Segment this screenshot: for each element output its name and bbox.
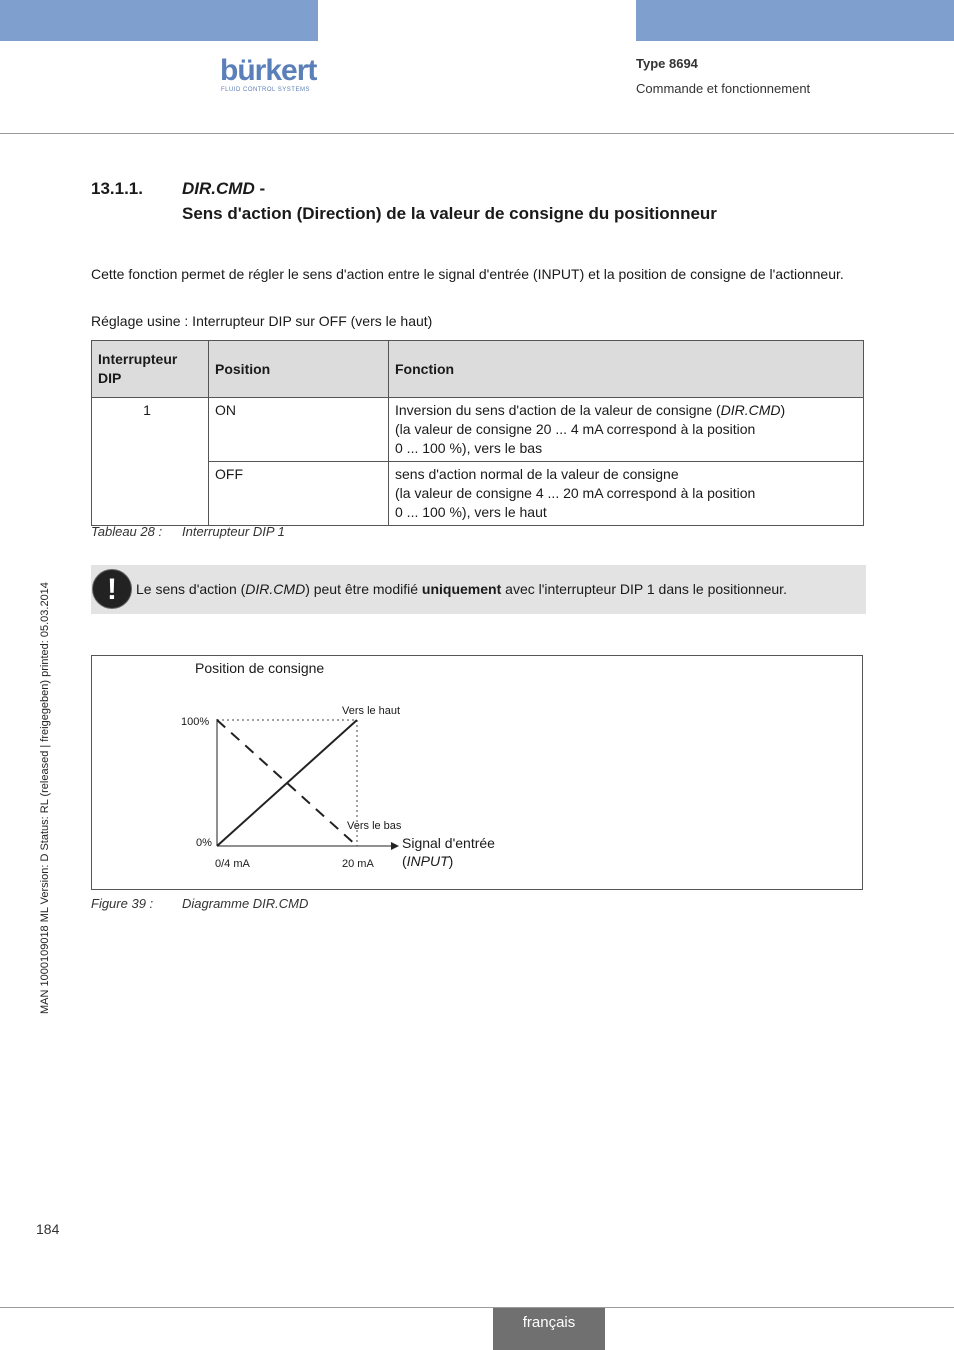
- note-italic: DIR.CMD: [245, 581, 306, 597]
- x-axis-title-line1: Signal d'entrée: [402, 835, 495, 851]
- header-function: Fonction: [389, 341, 864, 398]
- factory-setting: Réglage usine : Interrupteur DIP sur OFF (vers le haut): [91, 313, 433, 329]
- document-metadata: MAN 1000109018 ML Version: D Status: RL (released | freigegeben) printed: 05.03.2014: [39, 582, 51, 1014]
- exclamation-icon: !: [92, 569, 132, 609]
- x-label-start: 0/4 mA: [215, 858, 250, 870]
- header-divider: [0, 133, 954, 134]
- function-on-line3: 0 ... 100 %), vers le bas: [395, 440, 543, 456]
- header-bar-left: [0, 0, 318, 41]
- intro-paragraph: Cette fonction permet de régler le sens d'action entre le signal d'entrée (INPUT) et la position de consigne de l'actionneur.: [91, 266, 844, 282]
- label-vers-le-haut: Vers le haut: [342, 705, 401, 717]
- function-off: [389, 462, 864, 526]
- note-bold: uniquement: [421, 581, 502, 597]
- section-title: Sens d'action (Direction) de la valeur de consigne du positionneur: [182, 204, 717, 223]
- function-on-line2: (la valeur de consigne 20 ... 4 mA correspond à la position: [395, 421, 756, 437]
- section-title-italic: DIR.CMD: [182, 179, 255, 198]
- position-on: ON: [209, 398, 389, 462]
- function-on-italic: DIR.CMD: [720, 402, 781, 418]
- section-title-line1: [182, 179, 265, 199]
- function-off-line2: (la valeur de consigne 4 ... 20 mA correspond à la position: [395, 485, 756, 501]
- figure-caption-label: Figure 39 :: [91, 896, 154, 911]
- function-on-close: ): [780, 402, 786, 418]
- y-label-100: 100%: [181, 716, 210, 728]
- function-off-line3: 0 ... 100 %), vers le haut: [395, 504, 547, 520]
- x-axis-arrow-icon: [391, 842, 399, 850]
- function-on-text: Inversion du sens d'action de la valeur de consigne (: [395, 402, 721, 418]
- dip-number: 1: [92, 398, 209, 526]
- burkert-logo: bürkert: [220, 54, 317, 87]
- logo-tagline: FLUID CONTROL SYSTEMS: [221, 87, 310, 93]
- function-on: [389, 398, 864, 462]
- function-off-line1: sens d'action normal de la valeur de consigne: [395, 466, 679, 482]
- table-header-row: [92, 341, 864, 398]
- language-label: français: [522, 1314, 576, 1331]
- x-axis-title-line2: (INPUT): [402, 853, 454, 869]
- section-number: 13.1.1.: [91, 179, 143, 198]
- note-text: [136, 580, 787, 599]
- header-dip: Interrupteur DIP: [92, 341, 209, 398]
- note-pre: Le sens d'action (: [136, 581, 246, 597]
- header-position: Position: [209, 341, 389, 398]
- x-label-end: 20 mA: [342, 858, 374, 870]
- y-axis-title: Position de consigne: [195, 660, 325, 676]
- y-label-0: 0%: [196, 837, 212, 849]
- note-mid: ) peut être modifié: [305, 581, 422, 597]
- header-bar-right: [636, 0, 954, 41]
- label-vers-le-bas: Vers le bas: [347, 820, 402, 832]
- dip-switch-table: [91, 340, 864, 526]
- document-subtitle: Commande et fonctionnement: [636, 81, 811, 96]
- section-title-dash: -: [254, 179, 266, 198]
- table-caption-label: Tableau 28 :: [91, 524, 163, 539]
- page-number: 184: [36, 1221, 60, 1237]
- table-row: [92, 398, 864, 462]
- dircmd-diagram: [91, 655, 863, 890]
- document-type: Type 8694: [636, 56, 698, 71]
- table-caption-text: Interrupteur DIP 1: [182, 524, 285, 539]
- figure-caption-text: Diagramme DIR.CMD: [182, 896, 309, 911]
- position-off: OFF: [209, 462, 389, 526]
- footer-divider: [0, 1307, 954, 1308]
- note-post: avec l'interrupteur DIP 1 dans le positionneur.: [501, 581, 787, 597]
